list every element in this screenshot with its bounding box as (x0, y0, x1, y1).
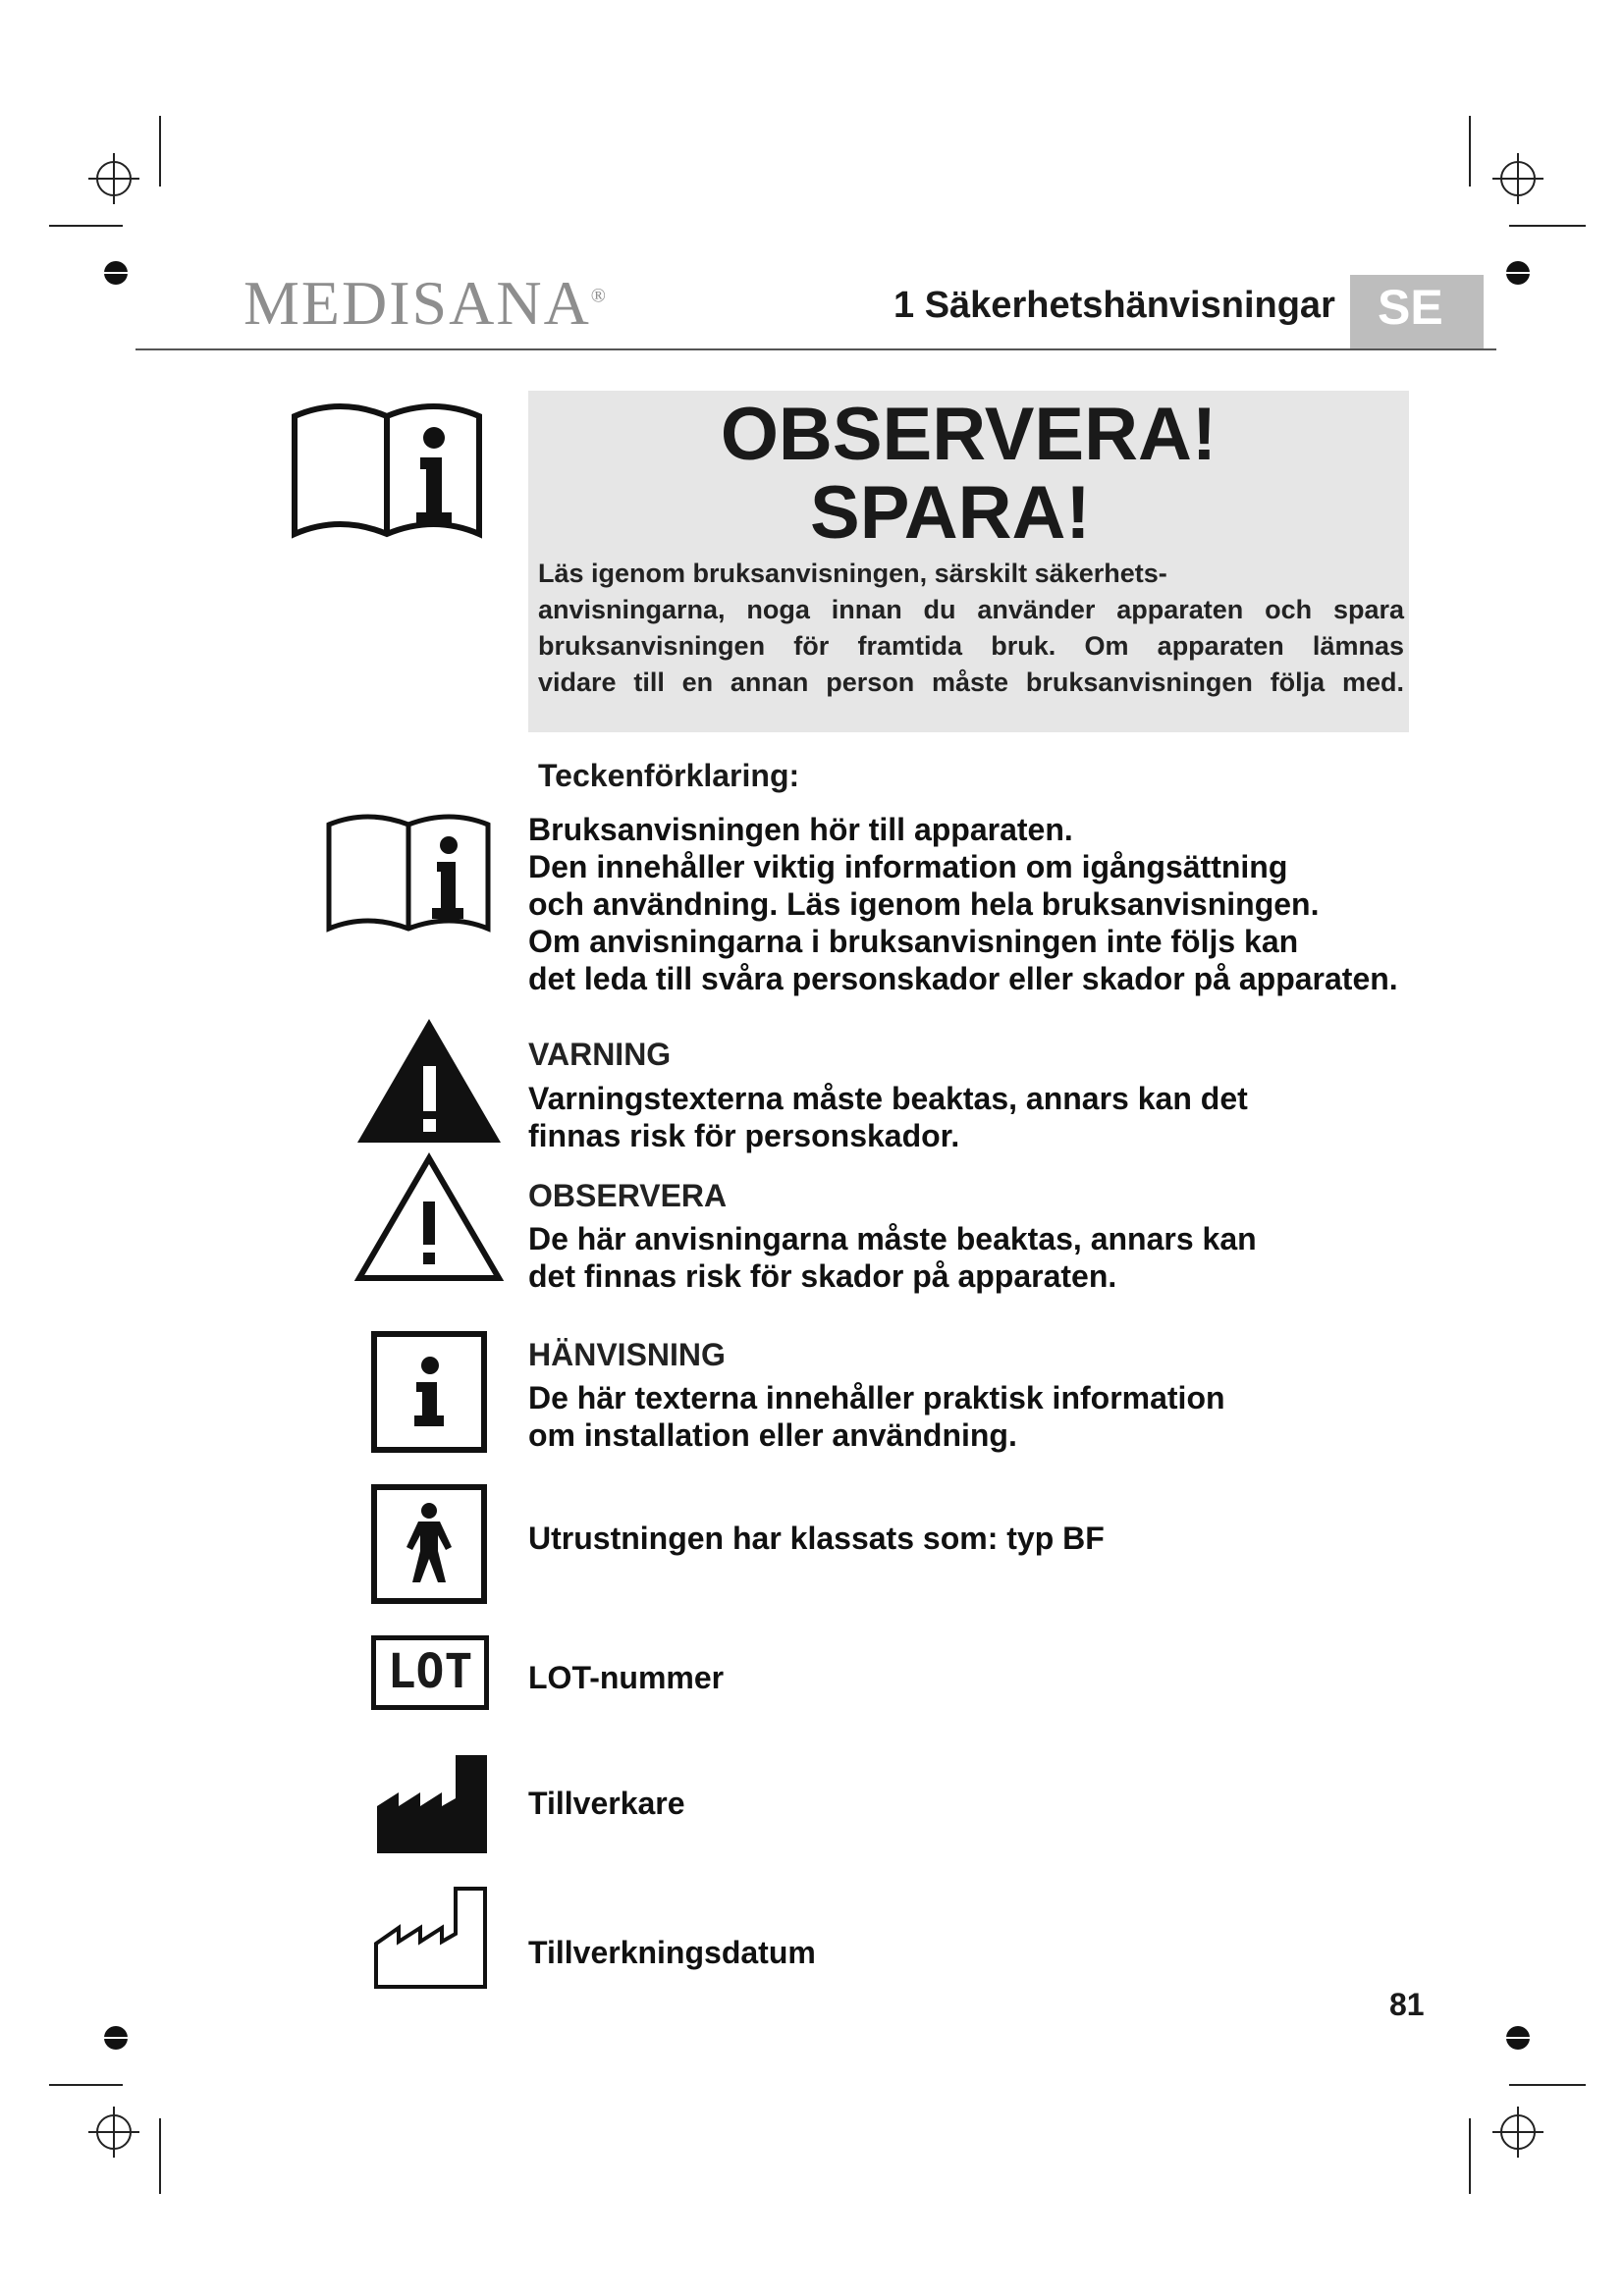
manufacture-date-description: Tillverkningsdatum (528, 1935, 816, 1970)
text-line: De här anvisningarna måste beaktas, annars kan (528, 1221, 1257, 1256)
lot-symbol-text: LOT (387, 1644, 473, 1699)
caution-description (528, 1220, 1257, 1295)
notice-line: vidare till en annan person måste bruksanvisningen följa med. (538, 667, 1404, 697)
text-line: och användning. Läs igenom hela bruksanvisningen. (528, 886, 1320, 922)
legend-heading: Teckenförklaring: (538, 758, 800, 793)
notice-line: Läs igenom bruksanvisningen, särskilt säkerhets- (538, 559, 1167, 588)
notice-line: bruksanvisningen för framtida bruk. Om apparaten lämnas (538, 631, 1404, 661)
text-line: om installation eller användning. (528, 1417, 1017, 1453)
factory-filled-icon (375, 1749, 489, 1855)
warning-triangle-filled-icon (355, 1017, 503, 1145)
info-box-icon (371, 1331, 487, 1453)
notice-title: OBSERVERA! (720, 393, 1218, 476)
text-line: det finnas risk för skador på apparaten. (528, 1258, 1117, 1294)
header-divider (135, 348, 1496, 350)
warning-title: VARNING (528, 1037, 672, 1072)
notice-line: anvisningarna, noga innan du använder apparaten och spara (538, 595, 1404, 624)
lot-description: LOT-nummer (528, 1660, 725, 1695)
type-bf-person-icon (371, 1484, 487, 1604)
text-line: Bruksanvisningen hör till apparaten. (528, 812, 1073, 847)
section-title: 1 Säkerhetshänvisningar (893, 285, 1335, 326)
bf-description: Utrustningen har klassats som: typ BF (528, 1521, 1105, 1556)
manual-description (528, 811, 1398, 997)
factory-outline-icon (373, 1883, 489, 1991)
text-line: finnas risk för personskador. (528, 1118, 960, 1153)
text-line: Den innehåller viktig information om igångsättning (528, 849, 1288, 884)
lot-symbol-icon (371, 1635, 489, 1710)
text-line: det leda till svåra personskador eller skador på apparaten. (528, 961, 1398, 996)
note-description (528, 1379, 1225, 1454)
warning-description (528, 1080, 1248, 1154)
notice-subtitle: SPARA! (810, 471, 1091, 555)
page-number: 81 (1389, 1987, 1425, 2022)
notice-body (538, 556, 1404, 701)
caution-title: OBSERVERA (528, 1178, 728, 1213)
registration-mark: ® (590, 285, 608, 307)
manufacturer-description: Tillverkare (528, 1786, 685, 1821)
language-badge: SE (1350, 275, 1484, 350)
caution-triangle-outline-icon (355, 1154, 503, 1282)
note-title: HÄNVISNING (528, 1337, 726, 1372)
text-line: Varningstexterna måste beaktas, annars kan det (528, 1081, 1248, 1116)
text-line: Om anvisningarna i bruksanvisningen inte följs kan (528, 924, 1299, 959)
text-line: De här texterna innehåller praktisk information (528, 1380, 1225, 1415)
brand-logo: MEDISANA® (244, 268, 608, 338)
manual-info-icon (291, 397, 483, 542)
manual-info-icon (326, 809, 491, 934)
